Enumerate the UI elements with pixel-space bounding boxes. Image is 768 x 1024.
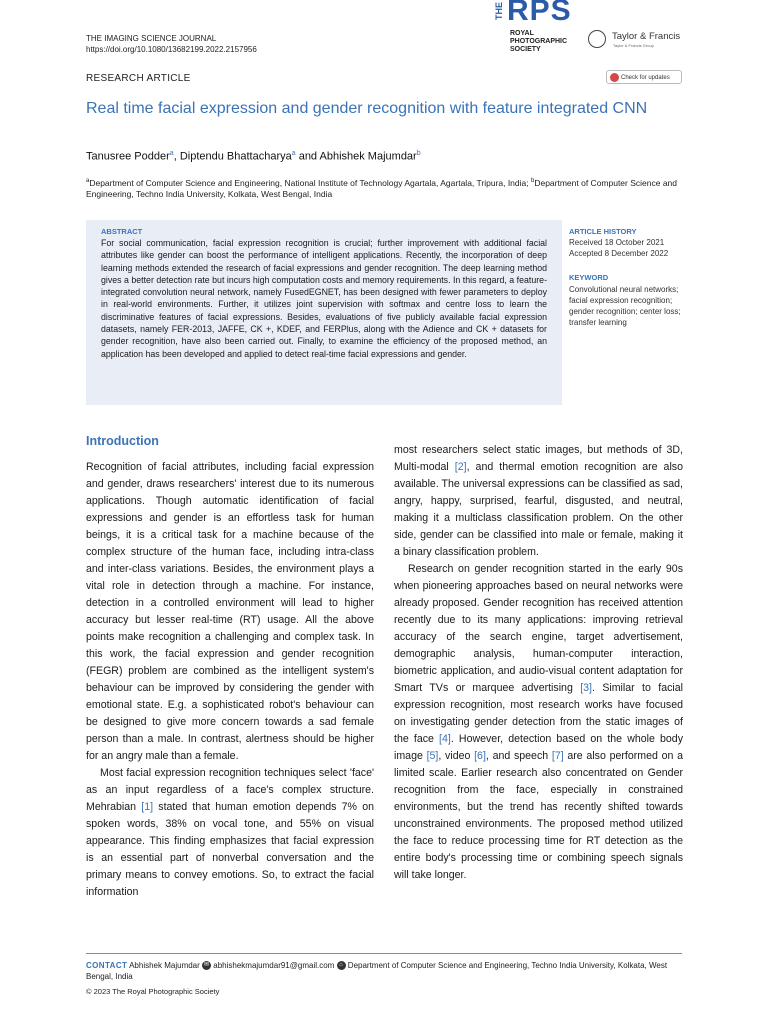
rps-logo: RPS: [507, 0, 572, 27]
email-icon: ✉: [204, 962, 210, 969]
check-updates-label: Check for updates: [621, 75, 670, 81]
keywords-list: Convolutional neural networks; facial expression recognition; gender recognition; center loss; transfer learning: [569, 285, 681, 327]
author-affil-sup[interactable]: a: [169, 150, 174, 157]
citation-link[interactable]: [4]: [439, 733, 451, 745]
section-heading-introduction: Introduction: [86, 434, 159, 448]
affiliations: [86, 176, 686, 201]
paragraph: Research on gender recognition started in the early 90s when pioneering approaches based on neural networks were already proposed. Gender recognition has received attention recently due to its many applications: improving retrieval accuracy of the search engine, target advertisement, demographic analysis, human-computer interaction, biometric application, and audio-visual content adaptation for Smart TVs or marquee advertising [3]. Similar to facial expression recognition, most research works have focused on investigating gender detection from the static images of the face [4]. However, detection based on the whole body image [5], video [6], and speech [7] are also performed on a limited scale. Earlier research also concentrated on Gender recognition from the face, especially in constrained environments, but the trend has recently shifted towards unconstrained environments. The proposed method utilized the face to reduce processing time for RT detection as the entire body's processing time or combining speech signals will take longer.: [394, 563, 684, 881]
keyword-heading: KEYWORD: [569, 273, 609, 282]
citation-link[interactable]: [7]: [551, 750, 564, 762]
rps-logo-subtitle: ROYAL PHOTOGRAPHIC SOCIETY: [510, 30, 568, 53]
contact-label: CONTACT: [86, 961, 128, 970]
address-icon: ⌂: [337, 961, 346, 970]
contact-address: Department of Computer Science and Engineering, Techno India University, Kolkata, West Bengal, India: [86, 961, 668, 981]
received-date: Received 18 October 2021: [569, 238, 665, 247]
article-history-heading: ARTICLE HISTORY: [569, 227, 637, 236]
contact-name: Abhishek Majumdar: [129, 961, 200, 970]
rps-logo-the: THE: [494, 2, 504, 20]
author-separator: ,: [173, 150, 180, 163]
taylor-francis-logo-icon: [588, 30, 606, 48]
article-type-label: RESEARCH ARTICLE: [86, 73, 191, 84]
paragraph: most researchers select static images, but methods of 3D, Multi-modal [2], and thermal emotion recognition are also available. The universal expressions can be classified as sad, angry, happy, surprised, fearful, disgusted, and neutral, making it a multiclass classification problem. On the other side, gender can be classified into male or female, making it a binary classification problem.: [394, 444, 683, 558]
affil-sup: b: [530, 178, 535, 184]
check-updates-icon: [610, 73, 619, 82]
citation-link[interactable]: [1]: [141, 801, 154, 813]
copyright: © 2023 The Royal Photographic Society: [86, 987, 220, 996]
author-affil-sup[interactable]: a: [291, 150, 296, 157]
footer-divider: [86, 953, 682, 954]
contact-email[interactable]: abhishekmajumdar91@gmail.com: [213, 961, 335, 970]
affil-sup: a: [86, 178, 90, 184]
author-name[interactable]: Tanusree Podder: [86, 150, 170, 163]
journal-name: THE IMAGING SCIENCE JOURNAL: [86, 34, 217, 43]
article-title: Real time facial expression and gender recognition with feature integrated CNN: [86, 100, 648, 117]
affiliation-a: Department of Computer Science and Engineering, National Institute of Technology Agartala, Agartala, Tripura, India;: [89, 177, 531, 188]
citation-link[interactable]: [2]: [454, 461, 467, 473]
citation-link[interactable]: [6]: [474, 750, 486, 762]
accepted-date: Accepted 8 December 2022: [569, 249, 669, 258]
taylor-francis-subtitle: Taylor & Francis Group: [613, 43, 654, 48]
author-list: [86, 150, 421, 163]
citation-link[interactable]: [5]: [426, 750, 439, 762]
paragraph: Recognition of facial attributes, including facial expression and gender, draws researchers' interest due to its numerous applications. Though automatic identification of facial expressions and gender is an effortless task for human beings, it is a critical task for a machine because of the complex structure of the human face, including intra-class and inter-class variations. Besides, the environment plays a vital role in detection through a machine. For instance, detection in a controlled environment will lead to higher accuracy but lesser real-time (RT) usage. All the above points make recognition a challenging and complex task. In this work, the facial expression and gender recognition (FEGR) problem are combined as the intelligent system's behaviour can be improved by considering the gender with emotional state. E.g. a sophisticated robot's behaviour can be designed to give more concern towards a sad female person than a male. In contrast, alertness should be higher for an angry male than a female.: [86, 461, 374, 762]
body-column-left: [86, 459, 374, 901]
contact-footer: [86, 960, 686, 982]
author-separator: and: [295, 150, 320, 163]
body-column-right: [394, 442, 683, 884]
abstract-text: For social communication, facial expression recognition is crucial; further improvement with additional facial attributes like gender can boost the performance of intelligent applications. Recently, the incorporation of deep learning methods extended the research of facial expressions and gender recognition. The deep learning method gives a better detection rate but incurs high computation costs and memory requirements. In this regard, a feature-integrated convolution neural network, namely FusedEGNET, has been designed with fewer parameters to deploy in real-world environments. Further, it utilizes joint supervision with softmax and centre loss to learn the discriminative features of facial expressions. Besides, evaluations of five publicly available facial expression datasets, namely FER-2013, JAFFE, CK +, KDEF, and FERPlus, along with the Adience and CK + datasets for gender recognition, have also been carried out. Finally, to examine the efficiency of the proposed method, an application has been developed and applied to detect real-time facial expressions and gender.: [101, 238, 547, 359]
affiliation-b: Department of Computer Science and Engineering, Techno India University, Kolkata, West Bengal, India: [86, 177, 678, 200]
check-for-updates-button[interactable]: [606, 70, 682, 84]
citation-link[interactable]: [3]: [580, 682, 592, 694]
taylor-francis-name: Taylor & Francis: [612, 31, 681, 42]
author-name[interactable]: Diptendu Bhattacharya: [179, 150, 292, 163]
author-affil-sup[interactable]: b: [416, 150, 421, 157]
paragraph: Most facial expression recognition techniques select 'face' as an input regardless of a face's complex structure. Mehrabian [1] stated that human emotion depends 7% on spoken words, 38% on vocal tone, and 55% on visual appearance. This finding emphasizes that facial expression is an essential part of nonverbal conversation and the primary means to convey emotions. So, to extract the facial information: [86, 767, 374, 898]
doi-link[interactable]: https://doi.org/10.1080/13682199.2022.2157956: [86, 45, 257, 54]
abstract-heading: ABSTRACT: [101, 227, 143, 236]
author-name[interactable]: Abhishek Majumdar: [319, 150, 417, 163]
